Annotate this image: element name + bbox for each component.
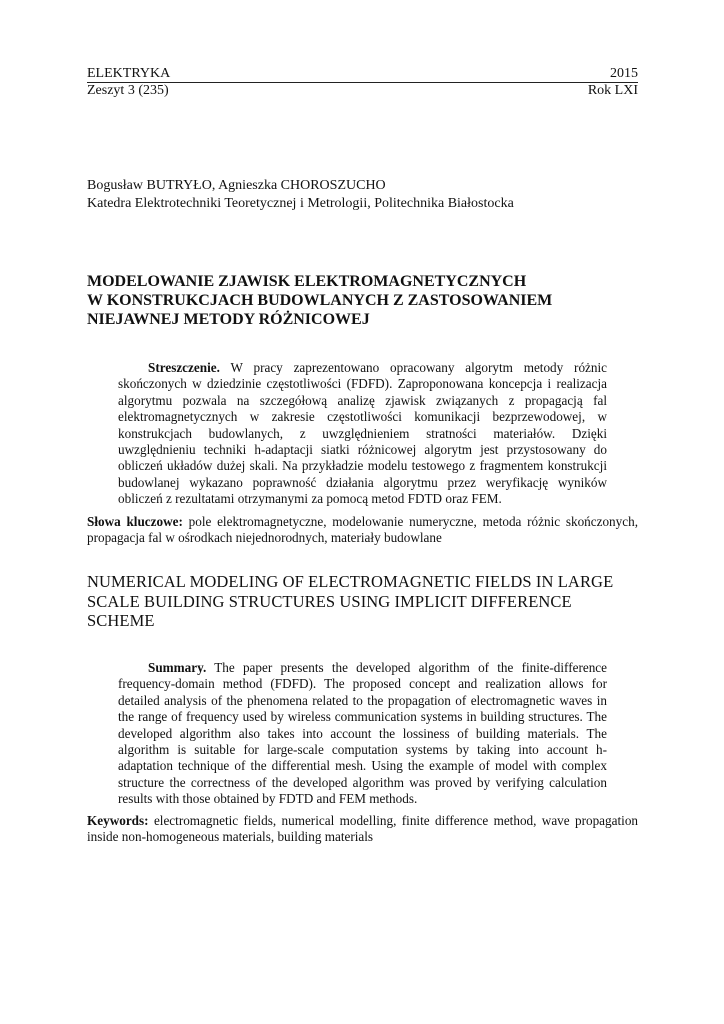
abstract-english xyxy=(118,660,607,808)
journal-year: 2015 xyxy=(610,66,638,81)
author-affiliation: Katedra Elektrotechniki Teoretycznej i Metrologii, Politechnika Białostocka xyxy=(87,196,514,211)
keywords-polish-text: pole elektromagnetyczne, modelowanie numeryczne, metoda różnic skończonych, propagacja fal w ośrodkach niejednorodnych, materiały budowlane xyxy=(87,514,638,546)
keywords-polish-label: Słowa kluczowe: xyxy=(87,514,183,529)
author-names: Bogusław BUTRYŁO, Agnieszka CHOROSZUCHO xyxy=(87,178,386,193)
title-english xyxy=(87,572,638,631)
keywords-english xyxy=(87,813,638,846)
author-block xyxy=(87,177,638,213)
journal-issue: Zeszyt 3 (235) xyxy=(87,83,169,98)
abstract-polish-text: W pracy zaprezentowano opracowany algorytm metody różnic skończonych w dziedzinie częstotliwości (FDFD). Zaproponowana koncepcja i realizacja algorytmu pozwala na szczegółową analizę zjawisk związanych z propagacją fal elektromagnetycznych w zakresie częstotliwości komunikacji bezprzewodowej, w konstrukcjach budowlanych, z uwzględnieniem stratności materiałów. Dzięki uwzględnieniu techniki h-adaptacji siatki różnicowej algorytm jest przystosowany do obliczeń układów dużej skali. Na przykładzie modelu testowego z fragmentem konstrukcji budowlanej wykazano poprawność działania algorytmu przez weryfikację wyników obliczeń z rezultatami otrzymanymi za pomocą metod FDTD oraz FEM. xyxy=(118,360,607,507)
journal-header xyxy=(87,66,638,99)
title-polish-line: W KONSTRUKCJACH BUDOWLANYCH Z ZASTOSOWANIEM xyxy=(87,292,553,309)
abstract-english-label: Summary. xyxy=(148,660,207,675)
keywords-english-label: Keywords: xyxy=(87,813,149,828)
journal-name: ELEKTRYKA xyxy=(87,66,171,81)
title-polish-line: MODELOWANIE ZJAWISK ELEKTROMAGNETYCZNYCH xyxy=(87,273,527,290)
title-english-line: NUMERICAL MODELING OF ELECTROMAGNETIC FIELDS IN LARGE xyxy=(87,572,614,591)
abstract-english-text: The paper presents the developed algorithm of the finite-difference frequency-domain method (FDFD). The proposed concept and realization allows for detailed analysis of the phenomena related to the propagation of electromagnetic waves in the range of frequency used by wireless communication systems in building structures. The developed algorithm also takes into account the lossiness of building materials. The algorithm is suitable for large-scale computation systems by taking into account h-adaptation technique of the differential mesh. Using the example of model with complex structure the correctness of the developed algorithm was proved by verifying calculation results with those obtained by FDTD and FEM methods. xyxy=(118,660,607,807)
title-polish xyxy=(87,272,638,329)
abstract-polish xyxy=(118,360,607,508)
journal-volume: Rok LXI xyxy=(587,83,638,98)
keywords-polish xyxy=(87,514,638,547)
abstract-polish-label: Streszczenie. xyxy=(148,360,220,375)
title-english-line: SCHEME xyxy=(87,611,155,630)
header-row-bottom xyxy=(87,83,638,99)
header-row-top xyxy=(87,66,638,83)
title-english-line: SCALE BUILDING STRUCTURES USING IMPLICIT DIFFERENCE xyxy=(87,591,572,611)
title-polish-line: NIEJAWNEJ METODY RÓŻNICOWEJ xyxy=(87,311,370,328)
keywords-english-text: electromagnetic fields, numerical modelling, finite difference method, wave propagation inside non-homogeneous materials, building materials xyxy=(87,813,639,845)
